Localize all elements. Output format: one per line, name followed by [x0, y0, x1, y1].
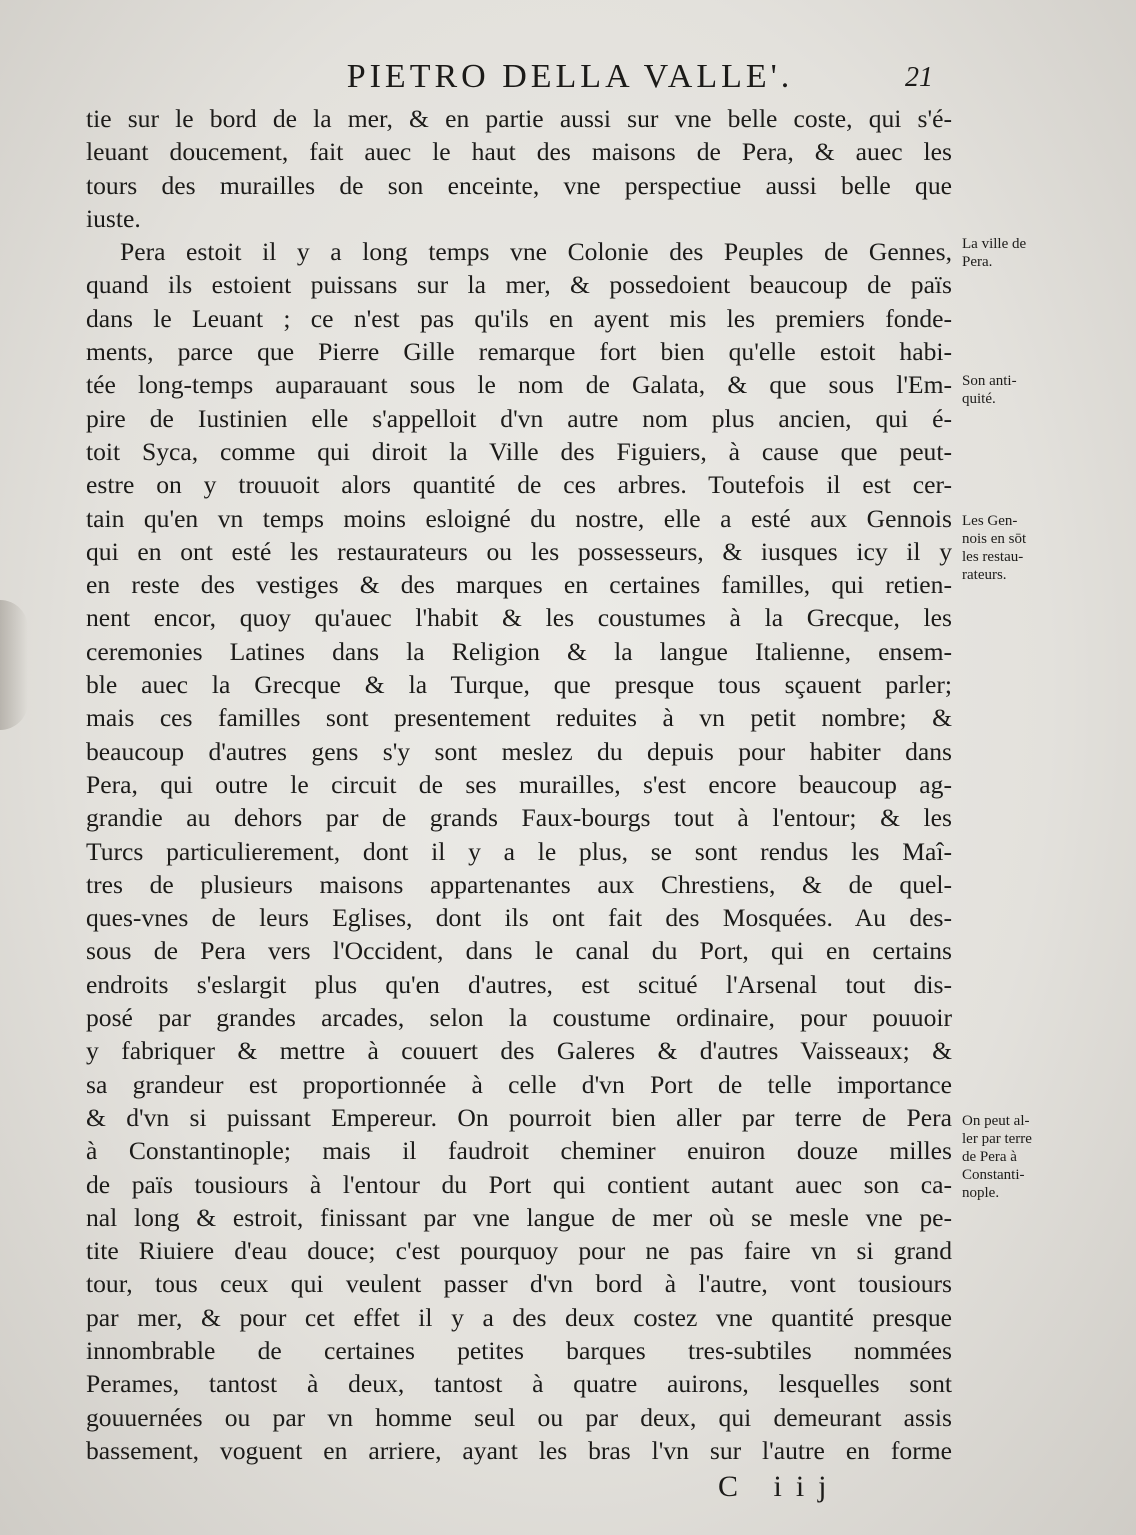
text-line: à Constantinople; mais il faudroit cheminer enuiron douze milles: [86, 1136, 952, 1166]
text-line: Pera, qui outre le circuit de ses murailles, s'est encore beaucoup ag-: [86, 769, 952, 799]
text-line: innombrable de certaines petites barques tres-subtiles nommées: [86, 1335, 952, 1365]
text-line: estre on y trouuoit alors quantité de ces arbres. Toutefois il est cer-: [86, 470, 952, 500]
margin-note-line: Son anti-: [962, 373, 1017, 389]
margin-note: [962, 235, 1082, 271]
margin-note-line: On peut al-: [962, 1113, 1030, 1129]
margin-note-line: Pera.: [962, 254, 993, 270]
text-line: bassement, voguent en arriere, ayant les bras l'vn sur l'autre en forme: [86, 1435, 952, 1465]
text-line: dans le Leuant ; ce n'est pas qu'ils en ayent mis les premiers fonde-: [86, 303, 952, 333]
text-line: tite Riuiere d'eau douce; c'est pourquoy pour ne pas faire vn si grand: [86, 1236, 952, 1266]
text-line: qui en ont esté les restaurateurs ou les possesseurs, & iusques icy il y: [86, 536, 952, 566]
page-number: 21: [905, 62, 933, 93]
text-line: tie sur le bord de la mer, & en partie aussi sur vne belle coste, qui s'é-: [86, 104, 952, 133]
margin-note-line: rateurs.: [962, 567, 1007, 583]
text-line: ments, parce que Pierre Gille remarque fort bien qu'elle estoit habi-: [86, 337, 952, 367]
text-line: quand ils estoient puissans sur la mer, & possedoient beaucoup de païs: [86, 270, 952, 300]
margin-note-line: nople.: [962, 1185, 1000, 1201]
text-line: nal long & estroit, finissant par vne langue de mer où se mesle vne pe-: [86, 1202, 952, 1232]
text-line: ble auec la Grecque & la Turque, que presque tous sçauent parler;: [86, 670, 952, 700]
text-line: mais ces familles sont presentement reduites à vn petit nombre; &: [86, 703, 952, 733]
margin-note-line: quité.: [962, 391, 996, 407]
text-line: y fabriquer & mettre à couuert des Galeres & d'autres Vaisseaux; &: [86, 1036, 952, 1066]
text-line: Perames, tantost à deux, tantost à quatre auirons, lesquelles sont: [86, 1369, 952, 1399]
margin-note: [962, 1112, 1082, 1202]
text-line: Turcs particulierement, dont il y a le plus, se sont rendus les Maî-: [86, 836, 952, 866]
text-line: sa grandeur est proportionnée à celle d'vn Port de telle importance: [86, 1069, 952, 1099]
text-line: tée long-temps auparauant sous le nom de Galata, & que sous l'Em-: [86, 370, 952, 400]
text-line: gouuernées ou par vn homme seul ou par deux, qui demeurant assis: [86, 1402, 952, 1432]
text-line: tres de plusieurs maisons appartenantes aux Chrestiens, & de quel-: [86, 869, 952, 899]
text-line: toit Syca, comme qui diroit la Ville des Figuiers, à cause que peut-: [86, 436, 952, 466]
text-line: & d'vn si puissant Empereur. On pourroit bien aller par terre de Pera: [86, 1102, 952, 1132]
text-line: tours des murailles de son enceinte, vne perspectiue aussi belle que: [86, 170, 952, 200]
margin-note-line: Constanti-: [962, 1167, 1025, 1183]
text-line: iuste.: [86, 203, 141, 233]
margin-note-line: Les Gen-: [962, 513, 1018, 529]
signature-mark: C iij: [718, 1470, 841, 1503]
margin-note-line: nois en sōt: [962, 531, 1027, 547]
page-stain: [0, 600, 28, 730]
text-line: par mer, & pour cet effet il y a des deux costez vne quantité presque: [86, 1302, 952, 1332]
text-line: pire de Iustinien elle s'appelloit d'vn autre nom plus ancien, qui é-: [86, 403, 952, 433]
text-line: tour, tous ceux qui veulent passer d'vn bord à l'autre, vont tousiours: [86, 1269, 952, 1299]
margin-note: [962, 512, 1082, 584]
text-line: leuant doucement, fait auec le haut des maisons de Pera, & auec les: [86, 137, 952, 167]
paragraph-start-line: Pera estoit il y a long temps vne Colonie des Peuples de Gennes,: [120, 237, 952, 267]
text-line: endroits s'eslargit plus qu'en d'autres, est scitué l'Arsenal tout dis-: [86, 969, 952, 999]
margin-note: [962, 372, 1082, 408]
text-line: posé par grandes arcades, selon la coustume ordinaire, pour pouuoir: [86, 1003, 952, 1033]
margin-note-line: ler par terre: [962, 1131, 1032, 1147]
text-line: beaucoup d'autres gens s'y sont meslez du depuis pour habiter dans: [86, 736, 952, 766]
text-line: ceremonies Latines dans la Religion & la langue Italienne, ensem-: [86, 636, 952, 666]
text-line: sous de Pera vers l'Occident, dans le canal du Port, qui en certains: [86, 936, 952, 966]
margin-note-line: de Pera à: [962, 1149, 1017, 1165]
body-text: [86, 102, 952, 1467]
text-line: grandie au dehors par de grands Faux-bourgs tout à l'entour; & les: [86, 803, 952, 833]
text-line: tain qu'en vn temps moins esloigné du nostre, elle a esté aux Gennois: [86, 503, 952, 533]
margin-note-line: les restau-: [962, 549, 1024, 565]
text-line: nent encor, quoy qu'auec l'habit & les coustumes à la Grecque, les: [86, 603, 952, 633]
text-line: ques-vnes de leurs Eglises, dont ils ont fait des Mosquées. Au des-: [86, 903, 952, 933]
running-head: PIETRO DELLA VALLE'.: [346, 58, 794, 95]
text-line: de païs tousiours à l'entour du Port qui contient autant auec son ca-: [86, 1169, 952, 1199]
text-line: en reste des vestiges & des marques en certaines familles, qui retien-: [86, 570, 952, 600]
margin-note-line: La ville de: [962, 236, 1027, 252]
